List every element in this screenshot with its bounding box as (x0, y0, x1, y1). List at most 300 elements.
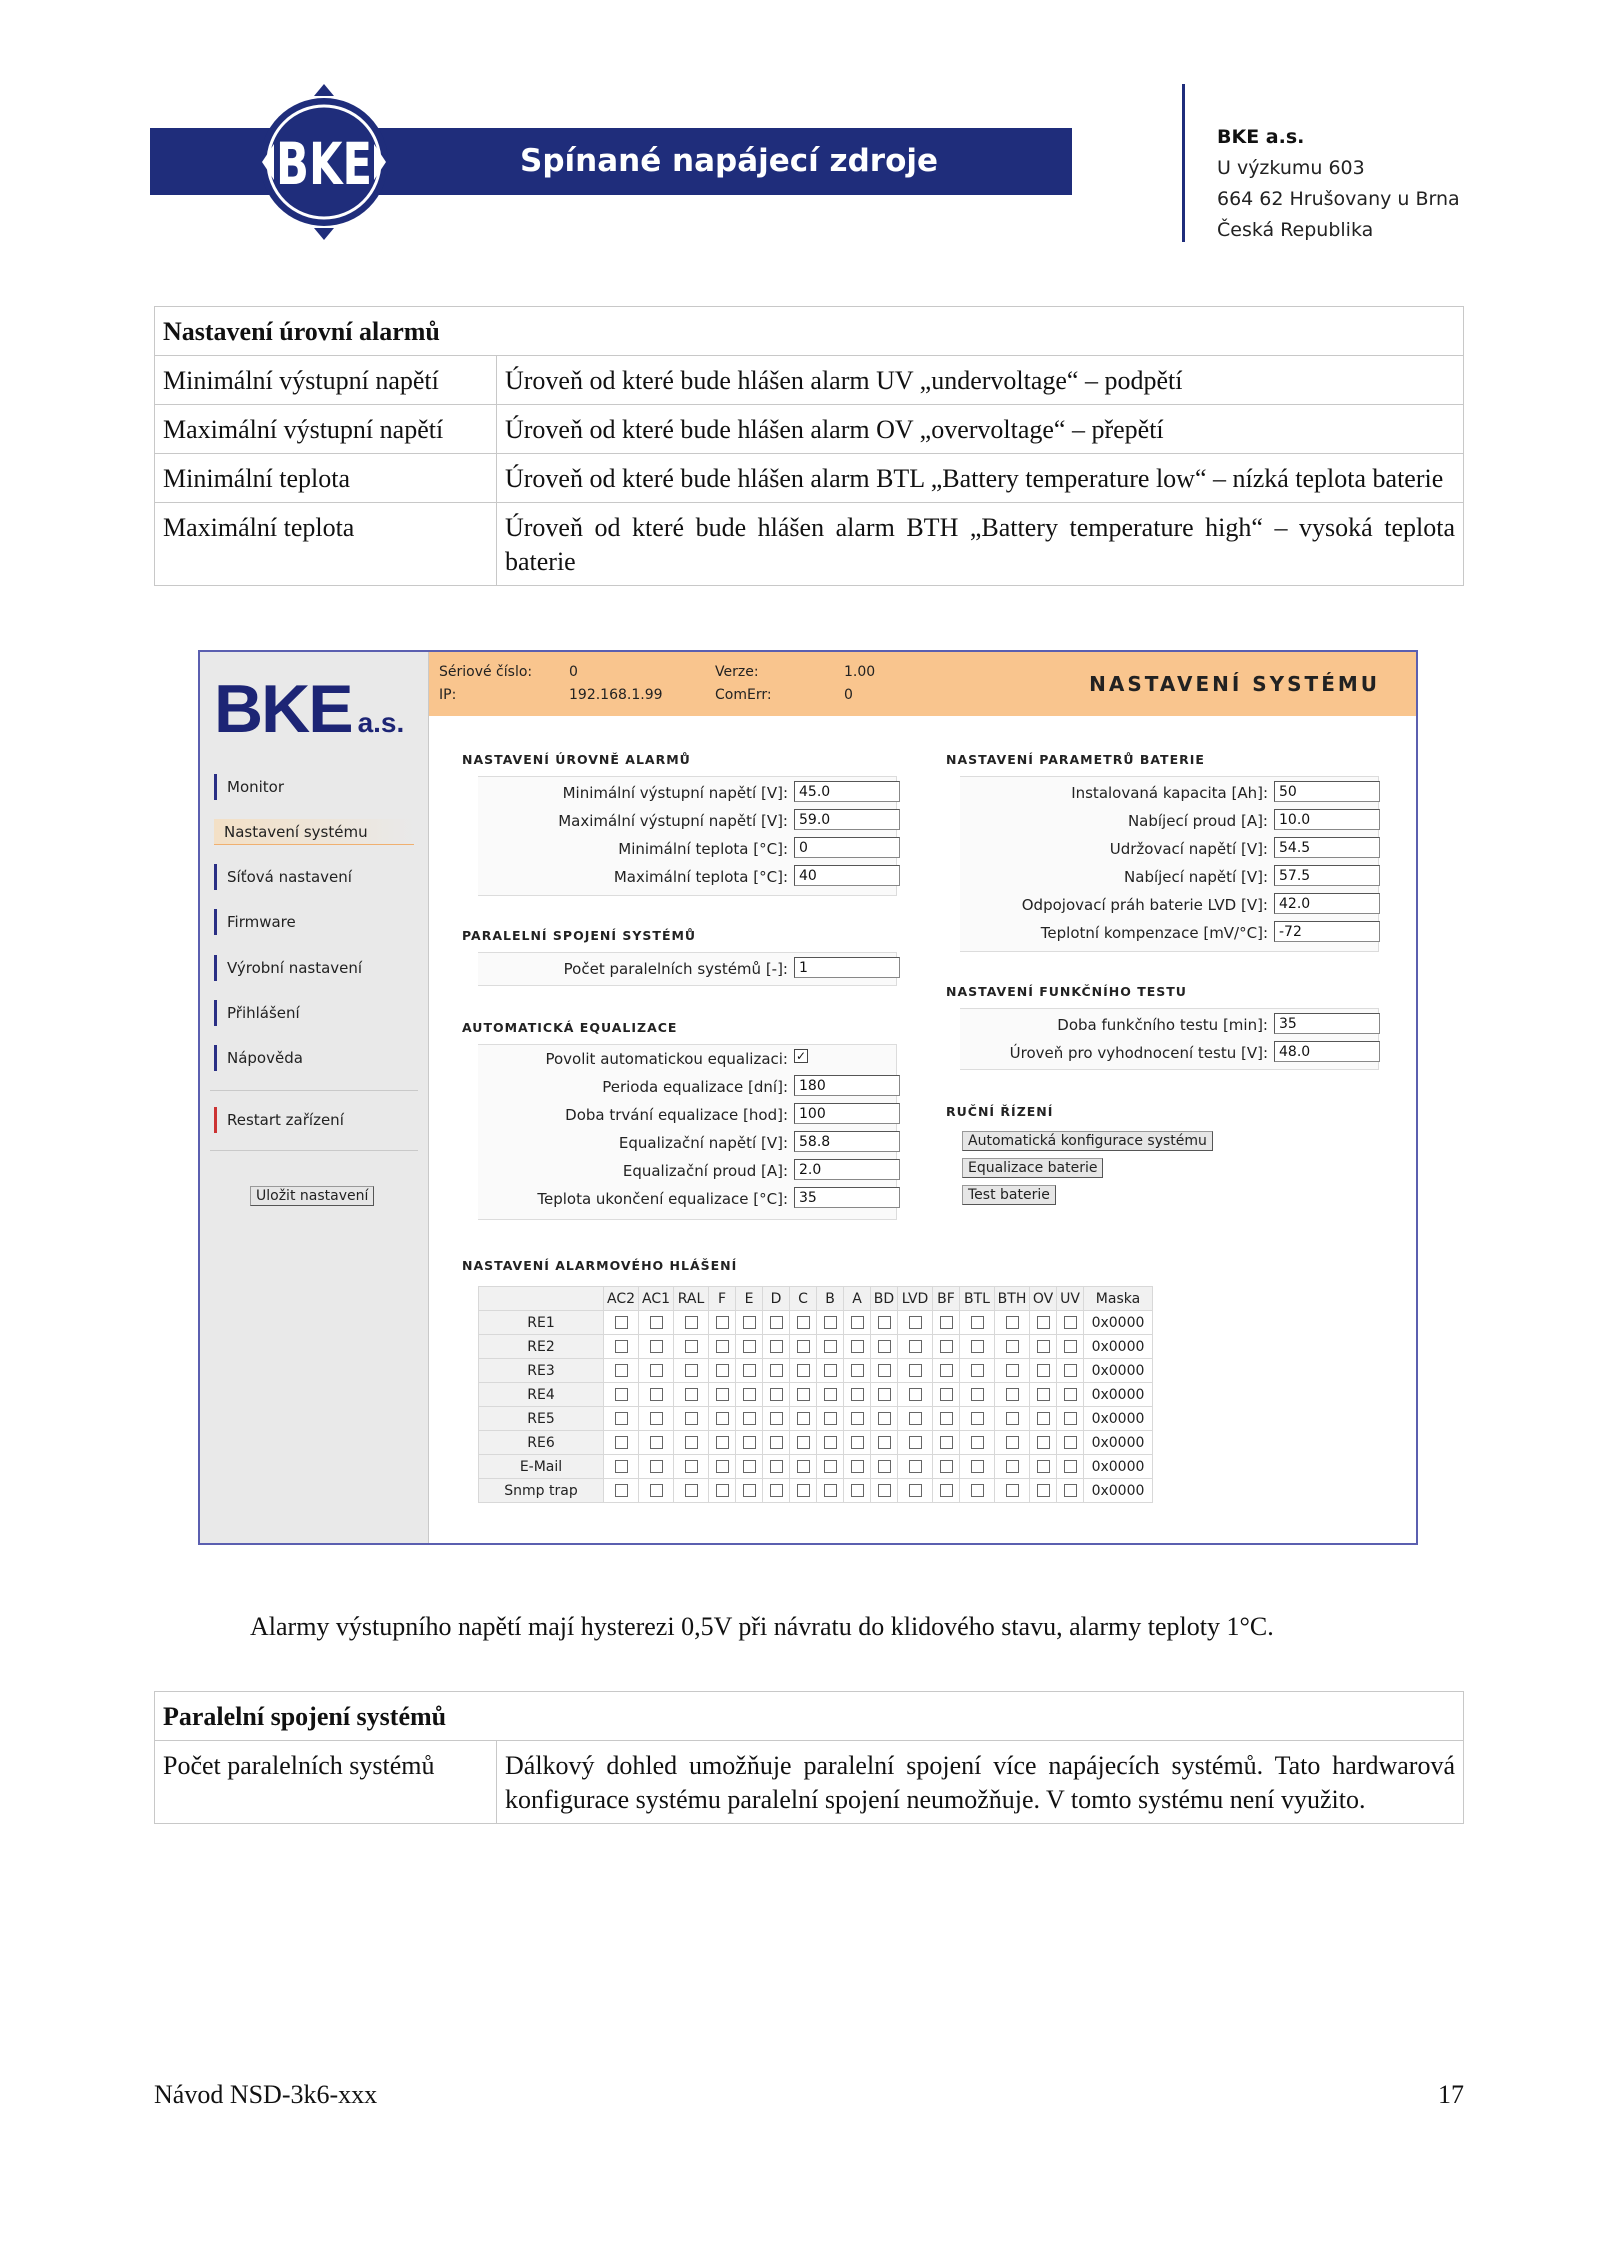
alarm-checkbox[interactable] (1064, 1412, 1077, 1425)
nav-network-settings[interactable]: Síťová nastavení (214, 864, 414, 890)
alarm-checkbox[interactable] (770, 1484, 783, 1497)
alarm-checkbox[interactable] (770, 1436, 783, 1449)
equal-duration-input[interactable]: 100 (794, 1103, 900, 1124)
alarm-checkbox[interactable] (716, 1460, 729, 1473)
alarm-checkbox[interactable] (716, 1436, 729, 1449)
matrix-row (479, 1359, 1153, 1383)
nav-monitor[interactable]: Monitor (214, 774, 414, 800)
alarm-checkbox[interactable] (940, 1436, 953, 1449)
alarm-checkbox[interactable] (909, 1388, 922, 1401)
matrix-cell (604, 1407, 639, 1431)
matrix-cell (736, 1335, 763, 1359)
version-value: 1.00 (844, 664, 876, 680)
matrix-row (479, 1311, 1153, 1335)
matrix-cell (844, 1335, 871, 1359)
test-battery-button[interactable]: Test baterie (962, 1185, 1056, 1205)
matrix-cell (1030, 1311, 1057, 1335)
matrix-cell (790, 1383, 817, 1407)
matrix-cell (844, 1407, 871, 1431)
alarm-checkbox[interactable] (909, 1364, 922, 1377)
alarm-checkbox[interactable] (1037, 1436, 1050, 1449)
alarm-checkbox[interactable] (909, 1484, 922, 1497)
matrix-row (479, 1407, 1153, 1431)
test-threshold-input[interactable]: 48.0 (1274, 1041, 1380, 1062)
matrix-cell (674, 1407, 709, 1431)
matrix-cell (960, 1431, 995, 1455)
equal-voltage-input[interactable]: 58.8 (794, 1131, 900, 1152)
alarm-checkbox[interactable] (770, 1340, 783, 1353)
address-country: Česká Republika (1217, 219, 1374, 241)
alarm-checkbox[interactable] (650, 1484, 663, 1497)
matrix-cell (817, 1383, 844, 1407)
matrix-cell (709, 1455, 736, 1479)
matrix-cell (736, 1431, 763, 1455)
alarm-checkbox[interactable] (824, 1340, 837, 1353)
alarm-checkbox[interactable] (851, 1316, 864, 1329)
alarm-checkbox[interactable] (851, 1340, 864, 1353)
alarm-checkbox[interactable] (851, 1412, 864, 1425)
matrix-cell (898, 1431, 933, 1455)
alarm-checkbox[interactable] (716, 1316, 729, 1329)
matrix-cell (898, 1455, 933, 1479)
alarm-checkbox[interactable] (878, 1412, 891, 1425)
matrix-cell (639, 1311, 674, 1335)
matrix-cell (674, 1383, 709, 1407)
matrix-cell (790, 1335, 817, 1359)
alarm-checkbox[interactable] (615, 1484, 628, 1497)
matrix-cell (960, 1359, 995, 1383)
matrix-cell (604, 1359, 639, 1383)
charge-current-input[interactable]: 10.0 (1274, 809, 1380, 830)
matrix-cell (604, 1455, 639, 1479)
address-street: U výzkumu 603 (1217, 157, 1365, 179)
row-desc: Úroveň od které bude hlášen alarm BTH „Battery temperature high“ – vysoká teplota baterie (497, 503, 1464, 586)
equal-current-input[interactable]: 2.0 (794, 1159, 900, 1180)
matrix-cell (709, 1383, 736, 1407)
matrix-col-header: C (790, 1287, 817, 1311)
matrix-cell (736, 1359, 763, 1383)
alarm-checkbox[interactable] (615, 1460, 628, 1473)
alarm-checkbox[interactable] (1006, 1436, 1019, 1449)
auto-config-button[interactable]: Automatická konfigurace systému (962, 1131, 1213, 1151)
alarm-checkbox[interactable] (824, 1460, 837, 1473)
matrix-cell (898, 1479, 933, 1503)
matrix-cell (604, 1479, 639, 1503)
alarm-checkbox[interactable] (940, 1340, 953, 1353)
alarm-checkbox[interactable] (716, 1484, 729, 1497)
matrix-row-label: Snmp trap (479, 1479, 604, 1503)
test-duration-input[interactable]: 35 (1274, 1013, 1380, 1034)
alarm-checkbox[interactable] (650, 1364, 663, 1377)
alarm-checkbox[interactable] (1064, 1460, 1077, 1473)
lvd-threshold-input[interactable]: 42.0 (1274, 893, 1380, 914)
equal-section-title: AUTOMATICKÁ EQUALIZACE (462, 1020, 678, 1035)
alarm-checkbox[interactable] (1006, 1412, 1019, 1425)
alarm-checkbox[interactable] (851, 1460, 864, 1473)
alarm-checkbox[interactable] (878, 1388, 891, 1401)
row-name: Maximální teplota (155, 503, 497, 586)
alarm-checkbox[interactable] (1006, 1364, 1019, 1377)
alarm-checkbox[interactable] (1064, 1484, 1077, 1497)
alarm-checkbox[interactable] (824, 1316, 837, 1329)
alarm-checkbox[interactable] (685, 1412, 698, 1425)
nav-help[interactable]: Nápověda (214, 1045, 414, 1071)
alarm-checkbox[interactable] (824, 1412, 837, 1425)
nav-restart[interactable]: Restart zařízení (214, 1107, 414, 1133)
matrix-cell (960, 1455, 995, 1479)
alarm-checkbox[interactable] (878, 1436, 891, 1449)
alarm-checkbox[interactable] (716, 1340, 729, 1353)
max-output-voltage-input[interactable]: 59.0 (794, 809, 900, 830)
table-row (155, 454, 1464, 503)
alarm-checkbox[interactable] (685, 1316, 698, 1329)
company-address (1217, 122, 1460, 246)
alarm-checkbox[interactable] (797, 1340, 810, 1353)
float-voltage-input[interactable]: 54.5 (1274, 837, 1380, 858)
matrix-cell (817, 1335, 844, 1359)
alarm-checkbox[interactable] (650, 1340, 663, 1353)
matrix-cell (709, 1335, 736, 1359)
alarm-checkbox[interactable] (615, 1316, 628, 1329)
matrix-cell (604, 1431, 639, 1455)
alarm-checkbox[interactable] (797, 1412, 810, 1425)
alarm-checkbox[interactable] (743, 1340, 756, 1353)
alarm-checkbox[interactable] (971, 1484, 984, 1497)
nav-factory-settings[interactable]: Výrobní nastavení (214, 955, 414, 981)
company-name: BKE a.s. (1217, 126, 1305, 148)
field-row (960, 1013, 1297, 1037)
matrix-cell (763, 1383, 790, 1407)
matrix-col-header: D (763, 1287, 790, 1311)
alarm-checkbox[interactable] (878, 1316, 891, 1329)
matrix-cell (604, 1335, 639, 1359)
matrix-cell (763, 1311, 790, 1335)
alarm-checkbox[interactable] (1064, 1316, 1077, 1329)
matrix-cell (995, 1407, 1030, 1431)
header-divider (1182, 84, 1185, 242)
alarm-checkbox[interactable] (1037, 1364, 1050, 1377)
matrix-cell (1030, 1335, 1057, 1359)
field-label: Minimální výstupní napětí [V]: (562, 784, 788, 802)
alarm-checkbox[interactable] (716, 1364, 729, 1377)
alarm-checkbox[interactable] (1037, 1460, 1050, 1473)
matrix-row-label: RE6 (479, 1431, 604, 1455)
ui-logo-text: BKE (214, 671, 352, 747)
field-label: Maximální teplota [°C]: (613, 868, 788, 886)
row-name: Počet paralelních systémů (155, 1741, 497, 1824)
field-row (960, 1041, 1311, 1065)
alarm-checkbox[interactable] (878, 1460, 891, 1473)
equal-period-input[interactable]: 180 (794, 1075, 900, 1096)
charge-voltage-input[interactable]: 57.5 (1274, 865, 1380, 886)
alarm-checkbox[interactable] (971, 1364, 984, 1377)
matrix-cell (898, 1359, 933, 1383)
alarm-checkbox[interactable] (824, 1484, 837, 1497)
matrix-cell (1057, 1407, 1084, 1431)
alarm-checkbox[interactable] (770, 1412, 783, 1425)
alarm-checkbox[interactable] (615, 1388, 628, 1401)
matrix-cell (1057, 1431, 1084, 1455)
alarm-checkbox[interactable] (1037, 1388, 1050, 1401)
field-row (960, 893, 1311, 917)
nav-system-settings[interactable]: Nastavení systému (214, 819, 414, 845)
alarm-checkbox[interactable] (940, 1316, 953, 1329)
parallel-count-input[interactable]: 1 (794, 957, 900, 978)
field-row (478, 865, 817, 889)
alarm-checkbox[interactable] (797, 1364, 810, 1377)
matrix-cell (674, 1431, 709, 1455)
matrix-cell (871, 1311, 898, 1335)
min-temperature-input[interactable]: 0 (794, 837, 900, 858)
alarm-checkbox[interactable] (685, 1364, 698, 1377)
alarm-checkbox[interactable] (797, 1460, 810, 1473)
alarm-checkbox[interactable] (940, 1412, 953, 1425)
alarm-checkbox[interactable] (770, 1460, 783, 1473)
matrix-cell (960, 1383, 995, 1407)
parallel-heading: Paralelní spojení systémů (155, 1692, 1464, 1741)
matrix-cell (817, 1407, 844, 1431)
alarm-checkbox[interactable] (1037, 1340, 1050, 1353)
alarm-checkbox[interactable] (650, 1316, 663, 1329)
alarm-checkbox[interactable] (1064, 1388, 1077, 1401)
row-name: Maximální výstupní napětí (155, 405, 497, 454)
matrix-cell (871, 1431, 898, 1455)
alarm-checkbox[interactable] (878, 1340, 891, 1353)
matrix-cell (1057, 1335, 1084, 1359)
alarm-checkbox[interactable] (971, 1412, 984, 1425)
matrix-cell (871, 1479, 898, 1503)
alarm-checkbox[interactable] (1037, 1316, 1050, 1329)
alarm-checkbox[interactable] (685, 1460, 698, 1473)
matrix-cell (844, 1359, 871, 1383)
matrix-cell (995, 1383, 1030, 1407)
page-number: 17 (1438, 2080, 1464, 2109)
matrix-cell (709, 1359, 736, 1383)
system-settings-screenshot (198, 650, 1418, 1545)
alarm-checkbox[interactable] (878, 1484, 891, 1497)
alarm-checkbox[interactable] (971, 1340, 984, 1353)
row-desc: Dálkový dohled umožňuje paralelní spojení více napájecích systémů. Tato hardwarová konfigurace systému paralelní spojení neumožňuje. V tomto systému není využito. (497, 1741, 1464, 1824)
alarm-checkbox[interactable] (615, 1436, 628, 1449)
matrix-cell (933, 1479, 960, 1503)
matrix-cell (1057, 1359, 1084, 1383)
matrix-cell (763, 1407, 790, 1431)
field-row (478, 1187, 817, 1211)
alarm-checkbox[interactable] (1006, 1388, 1019, 1401)
table-row (155, 405, 1464, 454)
matrix-col-header: AC2 (604, 1287, 639, 1311)
comerr-label: ComErr: (715, 687, 772, 703)
alarm-checkbox[interactable] (878, 1364, 891, 1377)
matrix-cell (933, 1311, 960, 1335)
parallel-section-title: PARALELNÍ SPOJENÍ SYSTÉMŮ (462, 928, 697, 943)
alarm-checkbox[interactable] (1064, 1436, 1077, 1449)
field-label: Instalovaná kapacita [Ah]: (1071, 784, 1268, 802)
min-output-voltage-input[interactable]: 45.0 (794, 781, 900, 802)
matrix-cell (790, 1431, 817, 1455)
matrix-cell (1030, 1407, 1057, 1431)
matrix-cell (763, 1359, 790, 1383)
alarm-checkbox[interactable] (1006, 1460, 1019, 1473)
max-temperature-input[interactable]: 40 (794, 865, 900, 886)
alarm-checkbox[interactable] (650, 1436, 663, 1449)
battery-panel (960, 776, 1379, 952)
alarm-checkbox[interactable] (716, 1412, 729, 1425)
matrix-cell (790, 1311, 817, 1335)
alarm-checkbox[interactable] (743, 1412, 756, 1425)
alarm-checkbox[interactable] (909, 1340, 922, 1353)
matrix-cell (709, 1311, 736, 1335)
matrix-cell (763, 1335, 790, 1359)
alarm-checkbox[interactable] (1064, 1364, 1077, 1377)
alarm-checkbox[interactable] (716, 1388, 729, 1401)
matrix-mask-value: 0x0000 (1084, 1311, 1153, 1335)
alarm-checkbox[interactable] (909, 1436, 922, 1449)
equal-end-temp-input[interactable]: 35 (794, 1187, 900, 1208)
matrix-cell (871, 1455, 898, 1479)
alarm-checkbox[interactable] (650, 1412, 663, 1425)
alarm-checkbox[interactable] (743, 1316, 756, 1329)
matrix-cell (736, 1311, 763, 1335)
alarm-checkbox[interactable] (940, 1388, 953, 1401)
alarm-checkbox[interactable] (909, 1316, 922, 1329)
matrix-mask-value: 0x0000 (1084, 1455, 1153, 1479)
matrix-cell (763, 1431, 790, 1455)
save-settings-button[interactable]: Uložit nastavení (250, 1186, 374, 1206)
alarm-checkbox[interactable] (1037, 1484, 1050, 1497)
alarm-checkbox[interactable] (940, 1460, 953, 1473)
matrix-cell (960, 1311, 995, 1335)
serial-value: 0 (569, 664, 578, 680)
field-label: Equalizační proud [A]: (622, 1162, 788, 1180)
sidebar-divider (210, 1090, 418, 1091)
matrix-row-label: RE2 (479, 1335, 604, 1359)
alarm-checkbox[interactable] (615, 1364, 628, 1377)
alarm-checkbox[interactable] (743, 1484, 756, 1497)
alarm-checkbox[interactable] (797, 1316, 810, 1329)
alarm-checkbox[interactable] (971, 1388, 984, 1401)
matrix-mask-value: 0x0000 (1084, 1407, 1153, 1431)
functest-section-title: NASTAVENÍ FUNKČNÍHO TESTU (946, 984, 1187, 999)
alarm-checkbox[interactable] (685, 1436, 698, 1449)
temp-compensation-input[interactable]: -72 (1274, 921, 1380, 942)
alarm-levels-heading: Nastavení úrovní alarmů (155, 307, 1464, 356)
alarm-checkbox[interactable] (940, 1364, 953, 1377)
alarm-checkbox[interactable] (824, 1364, 837, 1377)
alarm-checkbox[interactable] (851, 1484, 864, 1497)
table-row (155, 503, 1464, 586)
alarm-checkbox[interactable] (797, 1388, 810, 1401)
auto-equalization-checkbox[interactable]: ✓ (795, 1049, 807, 1063)
alarm-checkbox[interactable] (797, 1484, 810, 1497)
alarm-checkbox[interactable] (743, 1460, 756, 1473)
field-label: Teplota ukončení equalizace [°C]: (537, 1190, 788, 1208)
matrix-cell (639, 1335, 674, 1359)
alarm-checkbox[interactable] (851, 1436, 864, 1449)
matrix-corner (479, 1287, 604, 1311)
alarm-checkbox[interactable] (971, 1436, 984, 1449)
capacity-input[interactable]: 50 (1274, 781, 1380, 802)
alarm-checkbox[interactable] (743, 1436, 756, 1449)
matrix-cell (844, 1311, 871, 1335)
matrix-cell (933, 1335, 960, 1359)
alarm-checkbox[interactable] (851, 1364, 864, 1377)
field-label: Udržovací napětí [V]: (1109, 840, 1268, 858)
alarm-checkbox[interactable] (824, 1388, 837, 1401)
matrix-cell (639, 1407, 674, 1431)
ip-label: IP: (439, 687, 457, 703)
matrix-cell (933, 1455, 960, 1479)
alarm-checkbox[interactable] (685, 1484, 698, 1497)
alarm-checkbox[interactable] (971, 1316, 984, 1329)
ui-page-title: NASTAVENÍ SYSTÉMU (1089, 672, 1380, 696)
alarm-checkbox[interactable] (940, 1484, 953, 1497)
matrix-cell (844, 1455, 871, 1479)
matrix-cell (960, 1479, 995, 1503)
matrix-col-header: OV (1030, 1287, 1057, 1311)
matrix-cell (933, 1407, 960, 1431)
parallel-panel (478, 952, 897, 986)
alarm-checkbox[interactable] (797, 1436, 810, 1449)
header-title: Spínané napájecí zdroje (520, 143, 939, 179)
alarm-checkbox[interactable] (685, 1340, 698, 1353)
matrix-cell (1030, 1359, 1057, 1383)
alarm-checkbox[interactable] (1037, 1412, 1050, 1425)
alarm-checkbox[interactable] (615, 1340, 628, 1353)
matrix-col-header: F (709, 1287, 736, 1311)
alarm-checkbox[interactable] (685, 1388, 698, 1401)
field-row (478, 1047, 807, 1071)
alarm-checkbox[interactable] (909, 1412, 922, 1425)
address-city: 664 62 Hrušovany u Brna (1217, 188, 1460, 210)
field-label: Equalizační napětí [V]: (618, 1134, 788, 1152)
matrix-cell (1030, 1431, 1057, 1455)
matrix-cell (790, 1479, 817, 1503)
matrix-cell (871, 1383, 898, 1407)
matrix-cell (674, 1455, 709, 1479)
alarm-checkbox[interactable] (1006, 1484, 1019, 1497)
field-label: Úroveň pro vyhodnocení testu [V]: (1009, 1044, 1268, 1062)
matrix-cell (995, 1455, 1030, 1479)
equalize-battery-button[interactable]: Equalizace baterie (962, 1158, 1103, 1178)
alarm-checkbox[interactable] (770, 1316, 783, 1329)
field-row (960, 837, 1311, 861)
alarm-checkbox[interactable] (1006, 1340, 1019, 1353)
alarm-checkbox[interactable] (971, 1460, 984, 1473)
nav-login[interactable]: Přihlášení (214, 1000, 414, 1026)
levels-section-title: NASTAVENÍ ÚROVNĚ ALARMŮ (462, 752, 691, 767)
alarm-checkbox[interactable] (770, 1364, 783, 1377)
alarm-checkbox[interactable] (743, 1388, 756, 1401)
alarm-checkbox[interactable] (770, 1388, 783, 1401)
field-label: Teplotní kompenzace [mV/°C]: (1040, 924, 1268, 942)
alarm-checkbox[interactable] (824, 1436, 837, 1449)
alarm-checkbox[interactable] (650, 1388, 663, 1401)
alarm-checkbox[interactable] (909, 1460, 922, 1473)
alarm-checkbox[interactable] (650, 1460, 663, 1473)
matrix-cell (871, 1335, 898, 1359)
alarm-checkbox[interactable] (1064, 1340, 1077, 1353)
matrix-cell (844, 1479, 871, 1503)
alarm-checkbox[interactable] (743, 1364, 756, 1377)
alarm-checkbox[interactable] (615, 1412, 628, 1425)
matrix-cell (639, 1479, 674, 1503)
alarm-checkbox[interactable] (1006, 1316, 1019, 1329)
nav-firmware[interactable]: Firmware (214, 909, 414, 935)
footer-doc-name: Návod NSD-3k6-xxx (154, 2080, 378, 2109)
alarm-checkbox[interactable] (851, 1388, 864, 1401)
matrix-col-header: B (817, 1287, 844, 1311)
